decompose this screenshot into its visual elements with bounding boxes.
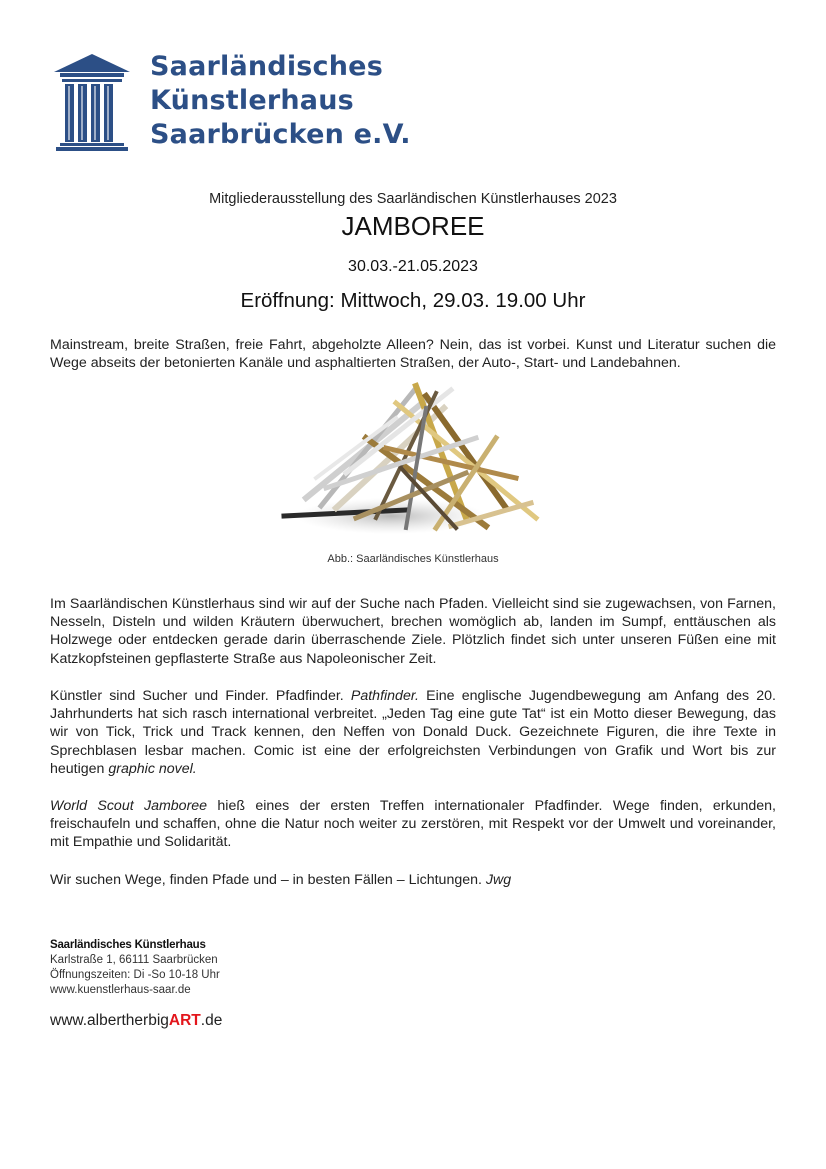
artist-website-link[interactable] [50,1012,222,1030]
jamboree-italic: World Scout Jamboree [50,798,208,814]
closing-text: Wir suchen Wege, finden Pfade und – in besten Fällen – Lichtungen. [50,872,486,888]
web-suffix: .de [200,1012,223,1029]
body-paragraph-pathfinder [50,687,776,778]
logo-line-3: Saarbrücken e.V. [150,119,411,150]
opening-info: Eröffnung: Mittwoch, 29.03. 19.00 Uhr [240,289,586,312]
intro-paragraph: Mainstream, breite Straßen, freie Fahrt, abgeholzte Alleen? Nein, das ist vorbei. Kunst und Literatur suchen die Wege abseits der betonierten Kanäle und asphaltierten Straßen, der Auto-, Start- und Landebahnen. [50,337,776,372]
contact-footer [50,938,220,998]
pathfinder-italic: Pathfinder. [350,688,419,704]
footer-org-name: Saarländisches Künstlerhaus [50,939,206,951]
body-paragraph-paths: Im Saarländischen Künstlerhaus sind wir auf der Suche nach Pfaden. Vielleicht sind sie zugewachsen, von Farnen, Nesseln, Disteln und wilden Kräutern überwuchert, brechen womöglich ab, landen im Sumpf, enttäuschen als Holzwege oder entdecken gerade darin überraschende Ziele. Plötzlich findet sich unter unseren Füßen eine mit Katzkopfsteinen gepflasterte Straße aus Napoleonischer Zeit. [50,596,776,667]
pathfinder-text-c: Eine englische Jugendbewegung am Anfang des 20. Jahrhunderts hat sich rasch international verbreitet. „Jeden Tag eine gute Tat“ ist ein Motto dieser Bewegung, das wir von Tick, Trick und Track kennen, den Neffen von Donald Duck. Gezeichnete Figuren, die ihre Texte in Sprechblasen lesbar machen. Comic ist eine der erfolgreichsten Verbindungen von Grafik und Wort bis zur heutigen [50,688,776,777]
web-prefix: www.albertherbig [50,1012,169,1029]
logo-line-1: Saarländisches [150,51,383,82]
image-caption: Abb.: Saarländisches Künstlerhaus [327,553,499,565]
graphic-novel-italic: graphic novel. [108,760,197,777]
logo-wordmark [150,50,411,152]
author-initials: Jwg [485,872,512,888]
footer-address: Karlstraße 1, 66111 Saarbrücken [50,954,218,966]
exhibition-dates: 30.03.-21.05.2023 [348,258,478,275]
jamboree-text: hieß eines der ersten Treffen internationaler Pfadfinder. Wege finden, erkunden, freischaufeln und schaffen, ohne die Natur noch weiter zu zerstören, mit Respekt vor der Umwelt und voreinander, mit Empathie und Solidarität. [50,798,776,851]
web-highlight: ART [168,1012,201,1029]
organization-logo [52,50,411,160]
footer-website-link[interactable]: www.kuenstlerhaus-saar.de [50,984,191,996]
logo-line-2: Künstlerhaus [150,85,354,116]
temple-columns-icon [52,52,132,152]
body-paragraph-closing [50,871,776,889]
footer-hours: Öffnungszeiten: Di -So 10-18 Uhr [50,969,220,981]
body-paragraph-jamboree [50,797,776,852]
artwork-image [276,378,546,540]
exhibition-title: JAMBOREE [341,211,485,241]
exhibition-subtitle: Mitgliederausstellung des Saarländischen Künstlerhauses 2023 [209,191,617,207]
pathfinder-text-a: Künstler sind Sucher und Finder. Pfadfinder. [50,688,351,704]
